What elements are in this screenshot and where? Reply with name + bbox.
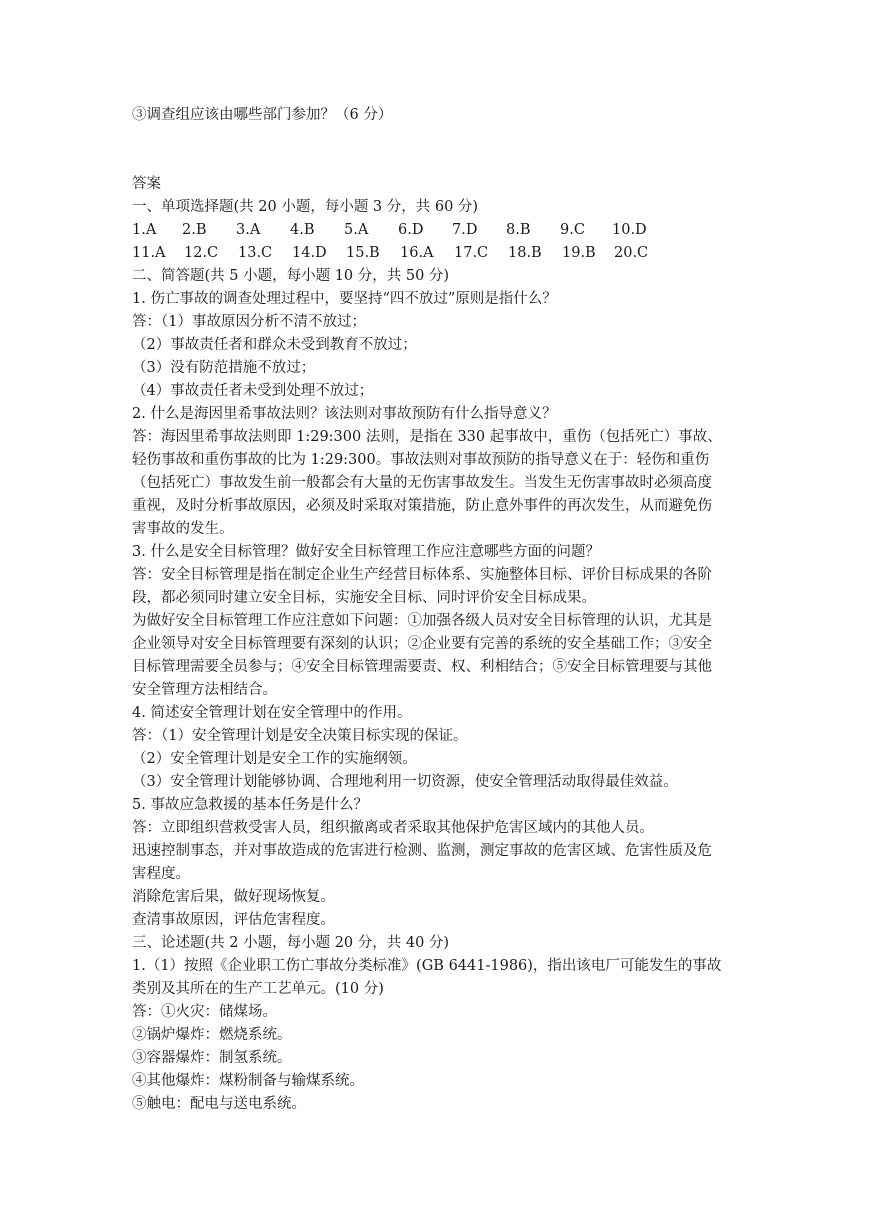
answer-line: （3）安全管理计划能够协调、合理地利用一切资源，使安全管理活动取得最佳效益。 (132, 774, 678, 790)
choice-answer: 1.A (132, 222, 157, 238)
answer-line: 段，都必须同时建立安全目标，实施安全目标、同时评价安全目标成果。 (132, 590, 596, 606)
answer-line: 答：①火灾：储煤场。 (132, 1004, 277, 1020)
answer-line: ②锅炉爆炸：燃烧系统。 (132, 1027, 292, 1043)
choice-answer: 3.A (236, 222, 261, 238)
question-tail: ③调查组应该由哪些部门参加？（6 分） (132, 107, 393, 123)
choice-answer: 19.B (562, 245, 596, 261)
answer-line: （2）安全管理计划是安全工作的实施纲领。 (132, 751, 417, 767)
choice-answer: 17.C (454, 245, 489, 261)
answer-line: （包括死亡）事故发生前一般都会有大量的无伤害事故发生。当发生无伤害事故时必须高度 (132, 475, 712, 491)
choice-answer: 9.C (560, 222, 585, 238)
choice-answer: 8.B (506, 222, 531, 238)
answer-line: 目标管理需要全员参与；④安全目标管理需要责、权、利相结合；⑤安全目标管理要与其他 (132, 659, 712, 675)
answer-line: 答：安全目标管理是指在制定企业生产经营目标体系、实施整体目标、评价目标成果的各阶 (132, 567, 712, 583)
question-3: 3. 什么是安全目标管理？做好安全目标管理工作应注意哪些方面的问题？ (132, 544, 600, 560)
answer-line: 害程度。 (132, 866, 190, 882)
answer-line: 轻伤事故和重伤事故的比为 1:29:300。事故法则对事故预防的指导意义在于：轻伤和重伤 (132, 452, 710, 468)
section2-title: 二、简答题(共 5 小题，每小题 10 分，共 50 分) (132, 268, 450, 284)
answer-line: ③容器爆炸：制氢系统。 (132, 1050, 292, 1066)
answer-line: （2）事故责任者和群众未受到教育不放过； (132, 337, 417, 353)
question-4: 4. 简述安全管理计划在安全管理中的作用。 (132, 705, 412, 721)
choice-answer: 7.D (452, 222, 478, 238)
answer-line: 答：（1）安全管理计划是安全决策目标实现的保证。 (132, 728, 468, 744)
choice-answer: 16.A (400, 245, 434, 261)
essay-question-1-cont: 类别及其所在的生产工艺单元。(10 分) (132, 981, 384, 997)
choice-answer: 18.B (508, 245, 542, 261)
question-5: 5. 事故应急救援的基本任务是什么？ (132, 797, 368, 813)
section1-title: 一、单项选择题(共 20 小题，每小题 3 分，共 60 分) (132, 199, 479, 215)
choice-answer: 2.B (182, 222, 207, 238)
answer-line: 答：（1）事故原因分析不清不放过； (132, 314, 366, 330)
answer-line: 重视，及时分析事故原因，必须及时采取对策措施，防止意外事件的再次发生，从而避免伤 (132, 498, 712, 514)
choice-answer: 20.C (614, 245, 649, 261)
answer-line: 消除危害后果，做好现场恢复。 (132, 889, 335, 905)
answer-line: 答：海因里希事故法则即 1:29:300 法则，是指在 330 起事故中，重伤（包括死亡）事故、 (132, 429, 722, 445)
answer-line: 为做好安全目标管理工作应注意如下问题：①加强各级人员对安全目标管理的认识，尤其是 (132, 613, 712, 629)
choice-answer: 11.A (132, 245, 166, 261)
choice-answers-row-1 (132, 219, 742, 242)
answer-line: 企业领导对安全目标管理要有深刻的认识；②企业要有完善的系统的安全基础工作；③安全 (132, 636, 712, 652)
answer-line: 迅速控制事态，并对事故造成的危害进行检测、监测，测定事故的危害区域、危害性质及危 (132, 843, 712, 859)
section3-title: 三、论述题(共 2 小题，每小题 20 分，共 40 分) (132, 935, 450, 951)
answer-line: 安全管理方法相结合。 (132, 682, 277, 698)
choice-answer: 10.D (612, 222, 647, 238)
choice-answer: 13.C (238, 245, 273, 261)
essay-question-1: 1.（1）按照《企业职工伤亡事故分类标准》(GB 6441-1986)，指出该电厂可能发生的事故 (132, 958, 722, 974)
answer-line: 查清事故原因，评估危害程度。 (132, 912, 335, 928)
choice-answer: 6.D (398, 222, 424, 238)
choice-answer: 15.B (346, 245, 380, 261)
choice-answers-row-2 (132, 242, 742, 265)
answer-content (132, 173, 742, 1116)
question-1: 1. 伤亡事故的调查处理过程中，要坚持“四不放过”原则是指什么？ (132, 291, 557, 307)
answer-line: 害事故的发生。 (132, 521, 234, 537)
answer-line: （4）事故责任者未受到处理不放过； (132, 383, 374, 399)
question-2: 2. 什么是海因里希事故法则？该法则对事故预防有什么指导意义？ (132, 406, 557, 422)
choice-answer: 12.C (184, 245, 219, 261)
answer-line: （3）没有防范措施不放过； (132, 360, 316, 376)
choice-answer: 4.B (290, 222, 315, 238)
answer-line: ④其他爆炸：煤粉制备与输煤系统。 (132, 1073, 364, 1089)
choice-answer: 5.A (344, 222, 369, 238)
answer-heading: 答案 (132, 176, 161, 192)
choice-answer: 14.D (292, 245, 327, 261)
answer-line: ⑤触电：配电与送电系统。 (132, 1096, 306, 1112)
answer-line: 答：立即组织营救受害人员，组织撤离或者采取其他保护危害区域内的其他人员。 (132, 820, 654, 836)
